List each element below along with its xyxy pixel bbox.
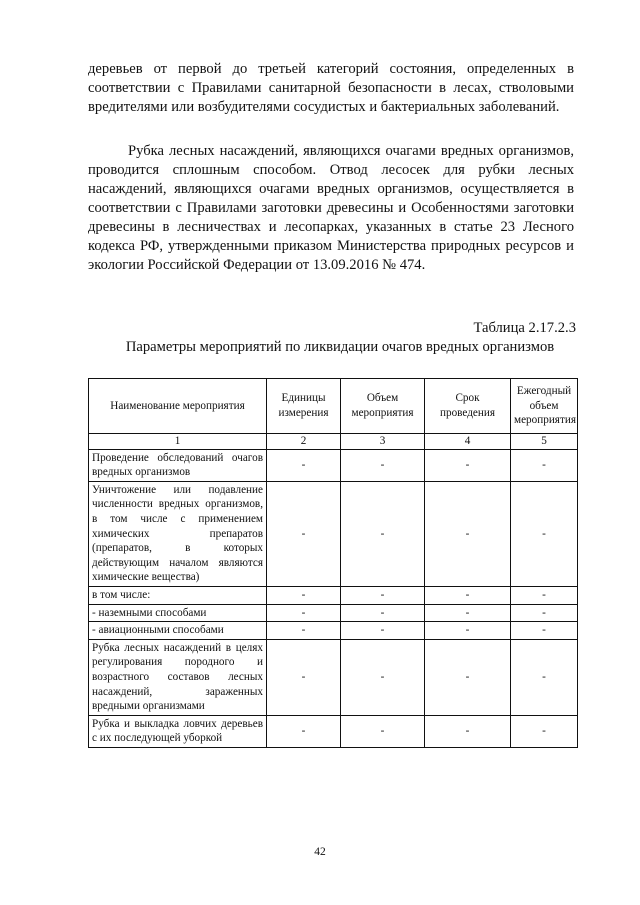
header-units: Единицы измерения — [267, 379, 341, 434]
activity-name: - наземными способами — [89, 604, 267, 622]
table-cell: - — [425, 449, 511, 481]
table-cell: - — [511, 715, 578, 747]
table-label: Таблица 2.17.2.3 — [473, 320, 576, 336]
table-cell: - — [341, 586, 425, 604]
paragraph-1: деревьев от первой до третьей категорий состояния, определенных в соответствии с Правилами санитарной безопасности в лесах, стволовыми вредителями или возбудителями сосудистых и бактериальных заболеваний. — [88, 61, 574, 115]
header-period: Срок проведения — [425, 379, 511, 434]
page-number: 42 — [314, 846, 326, 858]
table-cell: - — [267, 449, 341, 481]
column-number: 4 — [425, 434, 511, 450]
table-cell: - — [341, 481, 425, 586]
table-row — [89, 449, 578, 481]
paragraph-2: Рубка лесных насаждений, являющихся очагами вредных организмов, проводится сплошным способом. Отвод лесосек для рубки лесных насаждений, являющихся очагами вредных организмов, осуществляется в соответствии с Правилами заготовки древесины и Особенностями заготовки древесины в лесничествах и лесопарках, указанных в статье 23 Лесного кодекса РФ, утвержденными приказом Министерства природных ресурсов и экологии Российской Федерации от 13.09.2016 № 474. — [88, 143, 574, 273]
column-number: 2 — [267, 434, 341, 450]
table-cell: - — [511, 604, 578, 622]
table-cell: - — [341, 639, 425, 715]
table-cell: - — [267, 715, 341, 747]
table-cell: - — [267, 604, 341, 622]
activity-name: Уничтожение или подавление численности вредных организмов, в том числе с применением химических препаратов (препаратов, в которых действующим началом являются химические вещества) — [89, 481, 267, 586]
table-cell: - — [425, 586, 511, 604]
table-cell: - — [425, 715, 511, 747]
table-row — [89, 639, 578, 715]
table-row — [89, 622, 578, 640]
header-annual-volume: Ежегодный объем мероприятия — [511, 379, 578, 434]
table-header-row — [89, 379, 578, 434]
table-cell: - — [425, 604, 511, 622]
activity-name: - авиационными способами — [89, 622, 267, 640]
activity-name: в том числе: — [89, 586, 267, 604]
column-number: 5 — [511, 434, 578, 450]
activity-name: Рубка и выкладка ловчих деревьев с их последующей уборкой — [89, 715, 267, 747]
header-activity-name: Наименование мероприятия — [89, 379, 267, 434]
table-cell: - — [425, 481, 511, 586]
table-cell: - — [341, 449, 425, 481]
table-row — [89, 604, 578, 622]
table-cell: - — [341, 604, 425, 622]
table-cell: - — [425, 639, 511, 715]
activity-name: Рубка лесных насаждений в целях регулирования породного и возрастного составов лесных насаждений, зараженных вредными организмами — [89, 639, 267, 715]
column-number: 1 — [89, 434, 267, 450]
table-cell: - — [267, 622, 341, 640]
table-cell: - — [511, 622, 578, 640]
column-number-row — [89, 434, 578, 450]
table-row — [89, 586, 578, 604]
table-cell: - — [425, 622, 511, 640]
table-row — [89, 481, 578, 586]
table-cell: - — [511, 449, 578, 481]
activity-name: Проведение обследований очагов вредных организмов — [89, 449, 267, 481]
table-row — [89, 715, 578, 747]
table-cell: - — [511, 586, 578, 604]
table-cell: - — [267, 481, 341, 586]
paragraph-clear-cutting — [88, 142, 574, 275]
table-title: Параметры мероприятий по ликвидации очагов вредных организмов — [125, 339, 555, 355]
paragraph-continuation — [88, 60, 574, 117]
table-cell: - — [267, 586, 341, 604]
table-cell: - — [341, 622, 425, 640]
table-cell: - — [341, 715, 425, 747]
table-cell: - — [511, 481, 578, 586]
header-volume: Объем мероприятия — [341, 379, 425, 434]
parameters-table — [88, 378, 578, 748]
table-cell: - — [267, 639, 341, 715]
column-number: 3 — [341, 434, 425, 450]
table-cell: - — [511, 639, 578, 715]
